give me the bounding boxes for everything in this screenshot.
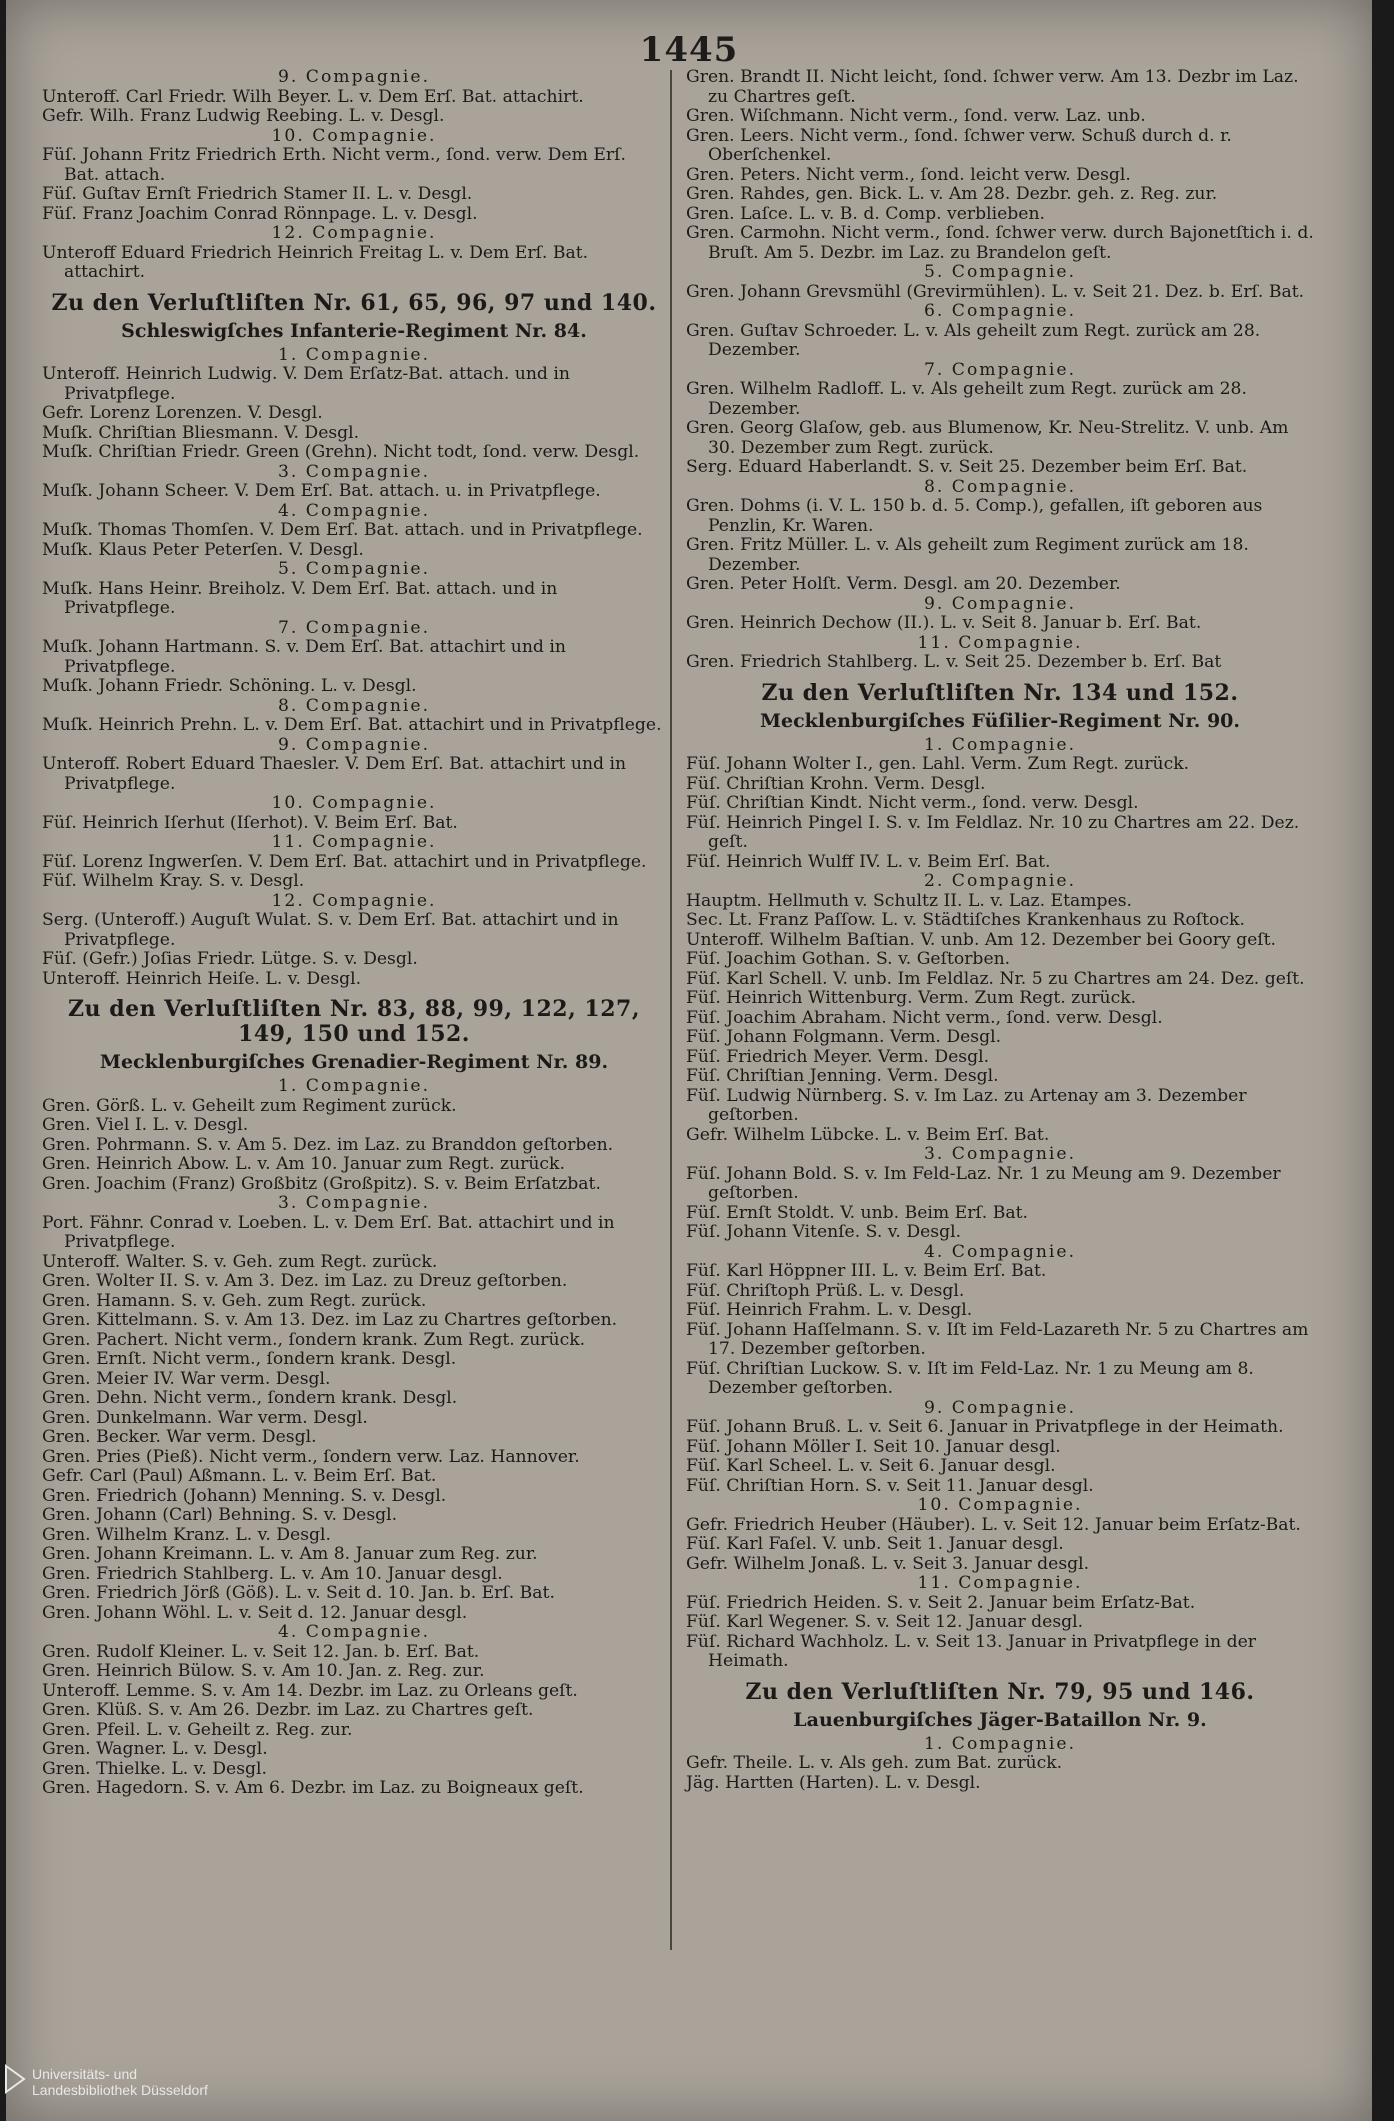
company-heading: 7. Compagnie.: [923, 359, 1077, 380]
list-entry: Füſ. Chriſtian Luckow. S. v. Iſt im Feld-Laz. Nr. 1 zu Meung am 8. Dezember geſtorben.: [686, 1358, 1254, 1398]
list-entry: Gren. Wagner. L. v. Desgl.: [42, 1739, 268, 1759]
list-entry: Gren. Dunkelmann. War verm. Desgl.: [42, 1407, 368, 1428]
company-heading: 4. Compagnie.: [277, 1622, 431, 1642]
list-entry: Gren. Heinrich Dechow (II.). L. v. Seit 8. Januar b. Erſ. Bat.: [686, 613, 1202, 633]
list-entry: Füſ. Richard Wachholz. L. v. Seit 13. Januar in Privatpflege in der Heimath.: [686, 1631, 1256, 1671]
list-entry: Füſ. Johann Folgmann. Verm. Desgl.: [686, 1027, 1002, 1047]
list-entry: Muſk. Chriſtian Friedr. Green (Grehn). Nicht todt, ſond. verw. Desgl.: [42, 442, 640, 462]
list-entry: Unteroff. Robert Eduard Thaesler. V. Dem Erſ. Bat. attachirt und in Privatpflege.: [42, 754, 627, 794]
list-entry: Gren. Görß. L. v. Geheilt zum Regiment zurück.: [42, 1095, 457, 1116]
list-entry: Gren. Pfeil. L. v. Geheilt z. Reg. zur.: [42, 1719, 353, 1740]
company-heading: 11. Compagnie.: [917, 632, 1083, 653]
company-heading: 11. Compagnie.: [917, 1573, 1083, 1593]
list-entry: Gren. Hagedorn. S. v. Am 6. Dezbr. im Laz. zu Boigneaux geſt.: [42, 1778, 584, 1798]
list-entry: Gren. Kittelmann. S. v. Am 13. Dez. im Laz zu Chartres geſtorben.: [42, 1310, 618, 1330]
list-entry: Gren. Guſtav Schroeder. L. v. Als geheilt zum Regt. zurück am 28. Dezember.: [686, 320, 1261, 360]
list-entry: Füſ. Johann Möller I. Seit 10. Januar desgl.: [686, 1436, 1061, 1457]
company-heading: 10. Compagnie.: [917, 1495, 1083, 1515]
list-entry: Füſ. Karl Faſel. V. unb. Seit 1. Januar desgl.: [686, 1534, 1064, 1554]
list-entry: Gren. Brandt II. Nicht leicht, ſond. ſchwer verw. Am 13. Dezbr im Laz. zu Chartres geſt.: [686, 67, 1299, 107]
list-entry: Gren. Johann (Carl) Behning. S. v. Desgl.: [42, 1505, 398, 1525]
footer-line-1: Universitäts- und: [32, 2066, 138, 2082]
list-entry: Füſ. Chriſtoph Prüß. L. v. Desgl.: [686, 1280, 965, 1301]
list-entry: Füſ. Chriſtian Kindt. Nicht verm., ſond. verw. Desgl.: [686, 793, 1139, 813]
list-entry: Gefr. Theile. L. v. Als geh. zum Bat. zurück.: [686, 1753, 1063, 1773]
list-entry: Füſ. Friedrich Meyer. Verm. Desgl.: [686, 1046, 990, 1067]
right-column: [686, 68, 1314, 1793]
list-entry: Gren. Pachert. Nicht verm., ſondern krank. Zum Regt. zurück.: [42, 1329, 586, 1350]
list-entry: Füſ. Heinrich Wittenburg. Verm. Zum Regt. zurück.: [686, 988, 1137, 1008]
list-entry: Muſk. Thomas Thomſen. V. Dem Erſ. Bat. attach. und in Privatpflege.: [42, 520, 643, 540]
list-entry: Gren. Peter Holſt. Verm. Desgl. am 20. Dezember.: [686, 574, 1121, 594]
list-entry: Gren. Ernſt. Nicht verm., ſondern krank. Desgl.: [42, 1349, 457, 1369]
company-heading: 3. Compagnie.: [277, 461, 431, 482]
list-entry: Gren. Friedrich Stahlberg. L. v. Am 10. Januar desgl.: [42, 1563, 503, 1584]
footer-line-2: Landesbibliothek Düsseldorf: [32, 2082, 208, 2098]
list-entry: Füſ. Heinrich Frahm. L. v. Desgl.: [686, 1300, 973, 1320]
list-entry: Unteroff. Walter. S. v. Geh. zum Regt. zurück.: [42, 1251, 438, 1272]
list-entry: Muſk. Johann Hartmann. S. v. Dem Erſ. Bat. attachirt und in Privatpflege.: [42, 637, 566, 677]
list-entry: Gren. Rudolf Kleiner. L. v. Seit 12. Jan. b. Erſ. Bat.: [42, 1641, 480, 1662]
company-heading: 2. Compagnie.: [923, 871, 1077, 891]
list-entry: Unteroff. Heinrich Ludwig. V. Dem Erſatz-Bat. attach. und in Privatpflege.: [42, 364, 570, 404]
list-entry: Füſ. Johann Haſſelmann. S. v. Iſt im Feld-Lazareth Nr. 5 zu Chartres am 17. Dezember geſtorben.: [686, 1319, 1309, 1359]
company-heading: 1. Compagnie.: [923, 734, 1077, 755]
list-entry: Muſk. Chriſtian Bliesmann. V. Desgl.: [42, 422, 360, 443]
list-entry: Füſ. Ernſt Stoldt. V. unb. Beim Erſ. Bat.: [686, 1202, 1028, 1223]
company-heading: 4. Compagnie.: [277, 500, 431, 521]
list-entry: Gren. Thielke. L. v. Desgl.: [42, 1758, 267, 1779]
company-heading: 9. Compagnie.: [277, 67, 431, 87]
list-entry: Füſ. Guſtav Ernſt Friedrich Stamer II. L. v. Desgl.: [42, 184, 473, 204]
list-entry: Muſk. Johann Friedr. Schöning. L. v. Desgl.: [42, 676, 417, 696]
list-entry: Füſ. Chriſtian Jenning. Verm. Desgl.: [686, 1066, 999, 1086]
list-entry: Gren. Heinrich Abow. L. v. Am 10. Januar zum Regt. zurück.: [42, 1154, 565, 1174]
list-entry: Serg. Eduard Haberlandt. S. v. Seit 25. Dezember beim Erſ. Bat.: [686, 457, 1248, 477]
list-entry: Füſ. Johann Bold. S. v. Im Feld-Laz. Nr. 1 zu Meung am 9. Dezember geſtorben.: [686, 1163, 1281, 1203]
list-entry: Unteroff. Wilhelm Baſtian. V. unb. Am 12. Dezember bei Goory geſt.: [686, 929, 1277, 950]
company-heading: 9. Compagnie.: [923, 1397, 1077, 1418]
list-entry: Füſ. Chriſtian Krohn. Verm. Desgl.: [686, 773, 986, 794]
company-heading: 8. Compagnie.: [277, 695, 431, 716]
list-entry: Unteroff. Lemme. S. v. Am 14. Dezbr. im Laz. zu Orleans geſt.: [42, 1680, 578, 1701]
list-entry: Sec. Lt. Franz Paſſow. L. v. Städtiſches Krankenhaus zu Roſtock.: [686, 910, 1245, 930]
company-heading: 1. Compagnie.: [277, 1076, 431, 1096]
library-footer: [0, 2062, 300, 2121]
list-entry: Gren. Becker. War verm. Desgl.: [42, 1427, 317, 1447]
list-entry: Füſ. Chriſtian Horn. S. v. Seit 11. Januar desgl.: [686, 1475, 1094, 1496]
list-entry: Unteroff. Heinrich Heiſe. L. v. Desgl.: [42, 968, 362, 989]
company-heading: 9. Compagnie.: [923, 593, 1077, 614]
list-entry: Füſ. Lorenz Ingwerſen. V. Dem Erſ. Bat. attachirt und in Privatpflege.: [42, 851, 647, 872]
list-entry: Gren. Leers. Nicht verm., ſond. ſchwer verw. Schuß durch d. r. Oberſchenkel.: [686, 125, 1232, 165]
list-entry: Gren. Friedrich Jörß (Göß). L. v. Seit d. 10. Jan. b. Erſ. Bat.: [42, 1583, 555, 1603]
list-entry: Füſ. (Gefr.) Joſias Friedr. Lütge. S. v. Desgl.: [42, 949, 418, 969]
list-entry: Gefr. Wilh. Franz Ludwig Reebing. L. v. Desgl.: [42, 106, 445, 126]
list-entry: Gefr. Carl (Paul) Aßmann. L. v. Beim Erſ. Bat.: [42, 1466, 437, 1486]
list-entry: Gren. Joachim (Franz) Großbitz (Großpitz). S. v. Beim Erſatzbat.: [42, 1173, 601, 1194]
company-heading: 9. Compagnie.: [277, 734, 431, 755]
list-entry: Serg. (Unteroff.) Auguſt Wulat. S. v. Dem Erſ. Bat. attachirt und in Privatpflege.: [42, 910, 619, 950]
list-entry: Füſ. Johann Bruß. L. v. Seit 6. Januar in Privatpflege in der Heimath.: [686, 1417, 1284, 1437]
list-entry: Gren. Rahdes, gen. Bick. L. v. Am 28. Dezbr. geh. z. Reg. zur.: [686, 184, 1218, 204]
section-heading: Zu den Verluſtliſten Nr. 79, 95 und 146.: [745, 1678, 1255, 1705]
list-entry: Gren. Johann Wöhl. L. v. Seit d. 12. Januar desgl.: [42, 1602, 468, 1623]
section-heading: Zu den Verluſtliſten Nr. 61, 65, 96, 97 und 140.: [51, 289, 657, 316]
list-entry: Füſ. Karl Wegener. S. v. Seit 12. Januar desgl.: [686, 1612, 1084, 1632]
section-heading: Zu den Verluſtliſten Nr. 134 und 152.: [761, 679, 1239, 706]
list-entry: Gefr. Wilhelm Lübcke. L. v. Beim Erſ. Bat.: [686, 1124, 1050, 1145]
regiment-heading: Schleswigſches Infanterie-Regiment Nr. 84.: [121, 319, 587, 342]
list-entry: Gefr. Wilhelm Jonaß. L. v. Seit 3. Januar desgl.: [686, 1553, 1090, 1574]
list-entry: Gren. Johann Grevsmühl (Grevirmühlen). L. v. Seit 21. Dez. b. Erſ. Bat.: [686, 281, 1305, 302]
list-entry: Gren. Laſce. L. v. B. d. Comp. verblieben.: [686, 203, 1045, 224]
list-entry: Gren. Klüß. S. v. Am 26. Dezbr. im Laz. zu Chartres geſt.: [42, 1700, 534, 1720]
company-heading: 12. Compagnie.: [271, 890, 437, 911]
list-entry: Gren. Friedrich Stahlberg. L. v. Seit 25. Dezember b. Erſ. Bat: [686, 652, 1222, 672]
list-entry: Gren. Carmohn. Nicht verm., ſond. ſchwer verw. durch Bajonetſtich i. d. Bruſt. Am 5. Dezbr. im Laz. zu Brandelon geſt.: [686, 223, 1314, 263]
document-page: [6, 0, 1372, 2121]
list-entry: Muſk. Klaus Peter Peterſen. V. Desgl.: [42, 539, 364, 560]
page-number: 1445: [639, 30, 739, 70]
regiment-heading: Mecklenburgiſches Grenadier-Regiment Nr. 89.: [99, 1051, 609, 1073]
company-heading: 8. Compagnie.: [923, 476, 1077, 497]
list-entry: Füſ. Johann Vitenſe. S. v. Desgl.: [686, 1222, 962, 1242]
company-heading: 7. Compagnie.: [277, 617, 431, 638]
list-entry: Jäg. Hartten (Harten). L. v. Desgl.: [686, 1772, 981, 1793]
list-entry: Muſk. Hans Heinr. Breiholz. V. Dem Erſ. Bat. attach. und in Privatpflege.: [42, 578, 558, 618]
regiment-heading: Mecklenburgiſches Füſilier-Regiment Nr. 90.: [759, 709, 1241, 732]
list-entry: Port. Fähnr. Conrad v. Loeben. L. v. Dem Erſ. Bat. attachirt und in Privatpflege.: [42, 1212, 615, 1252]
list-entry: Füſ. Karl Schell. V. unb. Im Feldlaz. Nr. 5 zu Chartres am 24. Dez. geſt.: [686, 968, 1305, 989]
list-entry: Gren. Heinrich Bülow. S. v. Am 10. Jan. z. Reg. zur.: [42, 1661, 485, 1681]
list-entry: Gren. Peters. Nicht verm., ſond. leicht verw. Desgl.: [686, 164, 1131, 185]
column-divider: [670, 70, 672, 1950]
company-heading: 5. Compagnie.: [923, 262, 1077, 282]
library-logo-icon: [4, 2064, 26, 2094]
list-entry: Gefr. Lorenz Lorenzen. V. Desgl.: [42, 403, 323, 423]
company-heading: 3. Compagnie.: [923, 1144, 1077, 1164]
list-entry: Gren. Friedrich (Johann) Menning. S. v. Desgl.: [42, 1485, 447, 1506]
list-entry: Gren. Wolter II. S. v. Am 3. Dez. im Laz. zu Dreuz geſtorben.: [42, 1271, 568, 1291]
list-entry: Füſ. Johann Fritz Friedrich Erth. Nicht verm., ſond. verw. Dem Erſ. Bat. attach.: [42, 145, 626, 185]
company-heading: 6. Compagnie.: [923, 301, 1077, 321]
list-entry: Füſ. Friedrich Heiden. S. v. Seit 2. Januar beim Erſatz-Bat.: [686, 1592, 1196, 1613]
list-entry: Füſ. Joachim Abraham. Nicht verm., ſond. verw. Desgl.: [686, 1007, 1163, 1028]
company-heading: 10. Compagnie.: [271, 793, 437, 813]
list-entry: Füſ. Heinrich Pingel I. S. v. Im Feldlaz. Nr. 10 zu Chartres am 22. Dez. geſt.: [686, 812, 1300, 852]
company-heading: 1. Compagnie.: [277, 344, 431, 365]
list-entry: Gren. Dehn. Nicht verm., ſondern krank. Desgl.: [42, 1388, 458, 1408]
list-entry: Gren. Wilhelm Kranz. L. v. Desgl.: [42, 1524, 331, 1545]
list-entry: Gren. Georg Glaſow, geb. aus Blumenow, Kr. Neu-Strelitz. V. unb. Am 30. Dezember zum Regt. zurück.: [686, 418, 1289, 458]
list-entry: Füſ. Wilhelm Kray. S. v. Desgl.: [42, 871, 305, 891]
list-entry: Gren. Hamann. S. v. Geh. zum Regt. zurück.: [42, 1290, 427, 1311]
list-entry: Gren. Dohms (i. V. L. 150 b. d. 5. Comp.), gefallen, iſt geboren aus Penzlin, Kr. Waren.: [686, 496, 1263, 536]
list-entry: Gren. Meier IV. War verm. Desgl.: [42, 1368, 331, 1389]
list-entry: Füſ. Heinrich Iſerhut (Iſerhot). V. Beim Erſ. Bat.: [42, 812, 458, 833]
list-entry: Gren. Wilhelm Radloff. L. v. Als geheilt zum Regt. zurück am 28. Dezember.: [686, 379, 1247, 419]
company-heading: 1. Compagnie.: [923, 1733, 1077, 1754]
list-entry: Muſk. Johann Scheer. V. Dem Erſ. Bat. attach. u. in Privatpflege.: [42, 481, 601, 501]
list-entry: Unteroff Eduard Friedrich Heinrich Freitag L. v. Dem Erſ. Bat. attachirt.: [42, 242, 589, 282]
list-entry: Gren. Pries (Pieß). Nicht verm., ſondern verw. Laz. Hannover.: [42, 1446, 580, 1467]
company-heading: 4. Compagnie.: [923, 1241, 1077, 1262]
list-entry: Füſ. Franz Joachim Conrad Rönnpage. L. v. Desgl.: [42, 203, 478, 224]
list-entry: Gren. Fritz Müller. L. v. Als geheilt zum Regiment zurück am 18. Dezember.: [686, 535, 1249, 575]
list-entry: Füſ. Karl Scheel. L. v. Seit 6. Januar desgl.: [686, 1456, 1056, 1476]
list-entry: Unteroff. Carl Friedr. Wilh Beyer. L. v. Dem Erſ. Bat. attachirt.: [42, 86, 584, 107]
list-entry: Füſ. Johann Wolter I., gen. Lahl. Verm. Zum Regt. zurück.: [686, 754, 1190, 774]
list-entry: Gren. Pohrmann. S. v. Am 5. Dez. im Laz. zu Branddon geſtorben.: [42, 1134, 614, 1155]
list-entry: Muſk. Heinrich Prehn. L. v. Dem Erſ. Bat. attachirt und in Privatpflege.: [42, 715, 662, 735]
list-entry: Füſ. Heinrich Wulff IV. L. v. Beim Erſ. Bat.: [686, 851, 1051, 872]
list-entry: Füſ. Karl Höppner III. L. v. Beim Erſ. Bat.: [686, 1261, 1047, 1281]
list-entry: Gren. Viel I. L. v. Desgl.: [42, 1115, 249, 1135]
company-heading: 10. Compagnie.: [271, 125, 437, 146]
company-heading: 12. Compagnie.: [271, 223, 437, 243]
company-heading: 5. Compagnie.: [277, 559, 431, 579]
list-entry: Füſ. Ludwig Nürnberg. S. v. Im Laz. zu Artenay am 3. Dezember geſtorben.: [686, 1085, 1247, 1125]
company-heading: 11. Compagnie.: [271, 832, 437, 852]
regiment-heading: Lauenburgiſches Jäger-Bataillon Nr. 9.: [793, 1708, 1207, 1731]
list-entry: Gren. Wiſchmann. Nicht verm., ſond. verw. Laz. unb.: [686, 106, 1146, 126]
list-entry: Gefr. Friedrich Heuber (Häuber). L. v. Seit 12. Januar beim Erſatz-Bat.: [686, 1514, 1301, 1535]
list-entry: Hauptm. Hellmuth v. Schultz II. L. v. Laz. Etampes.: [686, 890, 1132, 911]
list-entry: Gren. Johann Kreimann. L. v. Am 8. Januar zum Reg. zur.: [42, 1544, 538, 1564]
left-column: [42, 68, 666, 1799]
list-entry: Füſ. Joachim Gothan. S. v. Geſtorben.: [686, 949, 1011, 969]
section-heading: Zu den Verluſtliſten Nr. 83, 88, 99, 122, 127, 149, 150 und 152.: [68, 996, 640, 1047]
company-heading: 3. Compagnie.: [277, 1193, 431, 1213]
